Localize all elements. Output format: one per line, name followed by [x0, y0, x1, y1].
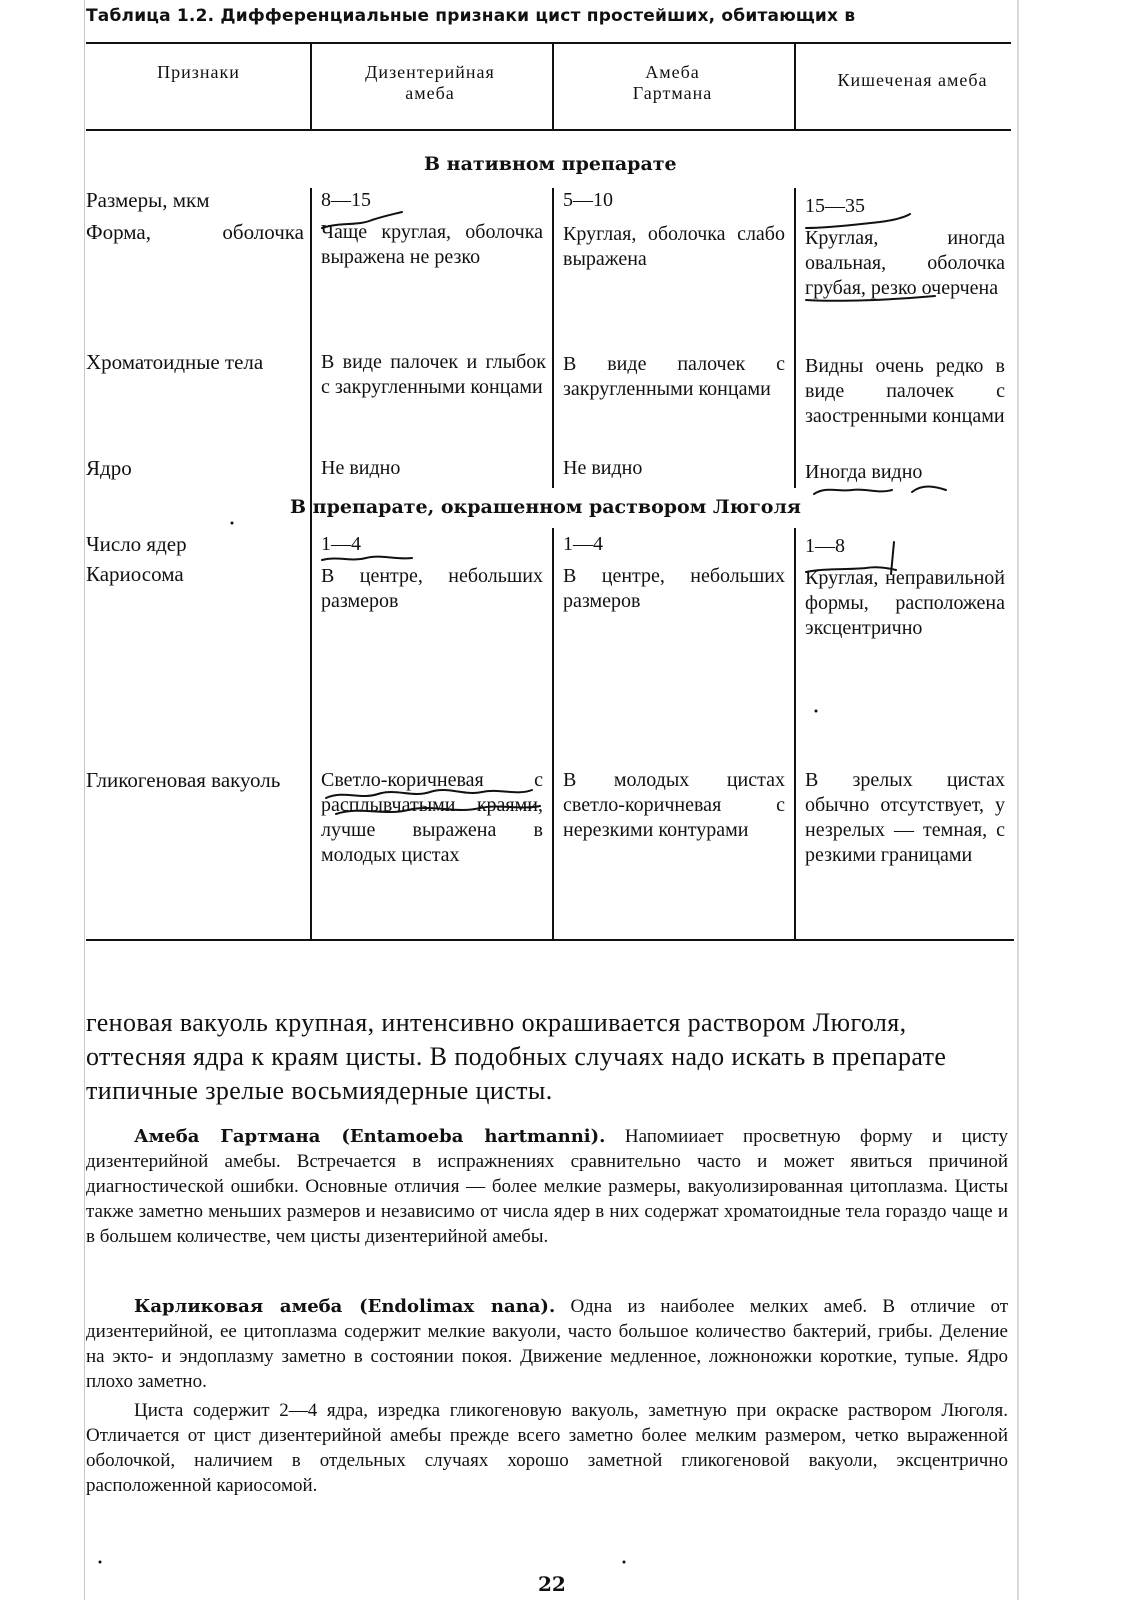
row-label-chromatoid: Хроматоидные тела — [86, 350, 264, 374]
cell-glycogen-intestinal: В зрелых цистах обычно отсутствует, у незрелых — темная, с резкими границами — [805, 769, 1005, 866]
section-lugol-preparation: В препарате, окрашенном раствором Люголя — [290, 496, 801, 518]
cell-karyosome-intestinal: Круглая, неправильной формы, расположена эксцентрично — [805, 567, 1005, 639]
section-native-preparation: В нативном препарате — [424, 153, 677, 175]
cell-nucleus-hartmann: Не видно — [563, 457, 643, 479]
column-header-hartmann-amoeba: Амеба Гартмана — [632, 62, 713, 103]
pen-underline-karyosome-intestinal — [806, 567, 896, 572]
row-label-size: Размеры, мкм — [86, 188, 210, 212]
cell-glycogen-dysentery: Светло-коричневая с расплывчатыми краями, лучше выражена в молодых цистах — [321, 769, 543, 866]
column-header-intestinal-amoeba: Кишеченая амеба — [837, 70, 988, 90]
cell-shape-intestinal: Круглая, иногда овальная, оболочка грубая, резко очерчена — [805, 227, 1005, 299]
cell-chromatoid-dysentery: В виде палочек и глыбок с закругленными концами — [321, 351, 546, 398]
page-number: 22 — [538, 1572, 566, 1596]
paragraph-glycogen-continuation: геновая вакуоль крупная, интенсивно окрашивается раствором Люголя, оттесняя ядра к краям цисты. В подобных случаях надо искать в препарате типичные зрелые восьмиядерные цисты. — [86, 1008, 947, 1105]
column-header-dysentery-amoeba: Дизентерийная амеба — [365, 62, 495, 103]
pen-wave-glycogen-dysentery — [326, 790, 532, 798]
pen-underline-count-dysentery — [322, 557, 412, 560]
scan-dot-3 — [623, 1561, 626, 1564]
paragraph-endolimax-nana — [86, 1294, 1008, 1394]
column-header-features: Признаки — [157, 62, 240, 82]
row-label-glycogen: Гликогеновая вакуоль — [86, 768, 281, 792]
paragraph-body-nana: Одна из наиболее мелких амеб. В отличие от дизентерийной, ее цитоплазма содержит мелкие вакуоли, часто большое количество бактерий, грибы. Деление на экто- и эндоплазму заметно в состоянии покоя. Движение медленное, ложноножки короткие, тупые. Ядро плохо заметно. — [86, 1296, 1009, 1392]
scan-dot-1 — [231, 522, 234, 525]
cell-nuclei-count-intestinal: 1—8 — [805, 535, 845, 557]
cell-glycogen-hartmann: В молодых цистах светло-коричневая с нерезкими контурами — [563, 769, 785, 841]
pen-underline-size-intestinal — [806, 214, 910, 228]
paragraph-nana-cyst: Циста содержит 2—4 ядра, изредка гликогеновую вакуоль, заметную при окраске раствором Люголя. Отличается от цист дизентерийной амебы прежде всего заметно более мелким размером, четко выраженной оболочкой, наличием в отдельных случаях хорошо заметной гликогеновой вакуоли, эксцентрично расположенной кариосомой. — [86, 1400, 1008, 1496]
paragraph-lead-hartmanni: Амеба Гартмана (Entamoeba hartmanni). — [134, 1126, 606, 1147]
paragraph-lead-nana: Карликовая амеба (Endolimax nana). — [134, 1296, 556, 1317]
cell-shape-hartmann: Круглая, оболочка слабо выражена — [563, 223, 785, 270]
paragraph-body-hartmanni: Напомииает просветную форму и цисту дизентерийной амебы. Встречается в испражнениях сравнительно часто и может явиться причиной диагностической ошибки. Основные отличия — более мелкие размеры, вакуолизированная цитоплазма. Цисты также заметно меньших размеров и независимо от числа ядер в них содержат хроматоидные тела гораздо чаще и в большем количестве, чем цисты дизентерийной амебы. — [86, 1126, 1008, 1247]
cell-nucleus-dysentery: Не видно — [321, 457, 401, 479]
cell-chromatoid-hartmann: В виде палочек с закругленными концами — [563, 353, 785, 400]
row-label-nuclei-count: Число ядер — [86, 532, 187, 556]
cell-size-intestinal: 15—35 — [805, 195, 865, 217]
cell-size-dysentery: 8—15 — [321, 189, 371, 211]
cell-shape-dysentery: Чаще круглая, оболочка выражена не резко — [321, 221, 543, 268]
row-label-nucleus: Ядро — [86, 456, 132, 480]
pen-wave-glycogen-dysentery-2 — [336, 806, 540, 814]
pen-wave-intestinal-nucleus-2 — [912, 487, 946, 493]
table-title: Таблица 1.2. Дифференциальные признаки цист простейших, обитающих в — [86, 6, 856, 26]
cell-size-hartmann: 5—10 — [563, 189, 613, 211]
scan-dot-2 — [815, 710, 818, 713]
row-label-shape: Форма, оболочка — [86, 220, 304, 244]
pen-underline-intestinal-shell — [806, 296, 935, 301]
pen-underline-size-dysentery — [322, 212, 402, 228]
cell-nuclei-count-hartmann: 1—4 — [563, 533, 603, 555]
pen-wave-intestinal-nucleus — [814, 490, 892, 494]
row-label-karyosome: Кариосома — [86, 562, 184, 586]
cell-nucleus-intestinal: Иногда видно — [805, 461, 923, 483]
cell-karyosome-hartmann: В центре, небольших размеров — [563, 565, 785, 612]
cell-karyosome-dysentery: В центре, небольших размеров — [321, 565, 543, 612]
paragraph-entamoeba-hartmanni — [86, 1124, 1008, 1249]
cell-nuclei-count-dysentery: 1—4 — [321, 533, 361, 555]
cell-chromatoid-intestinal: Видны очень редко в виде палочек с заостренными концами — [805, 355, 1005, 427]
scan-dot-4 — [99, 1561, 102, 1564]
